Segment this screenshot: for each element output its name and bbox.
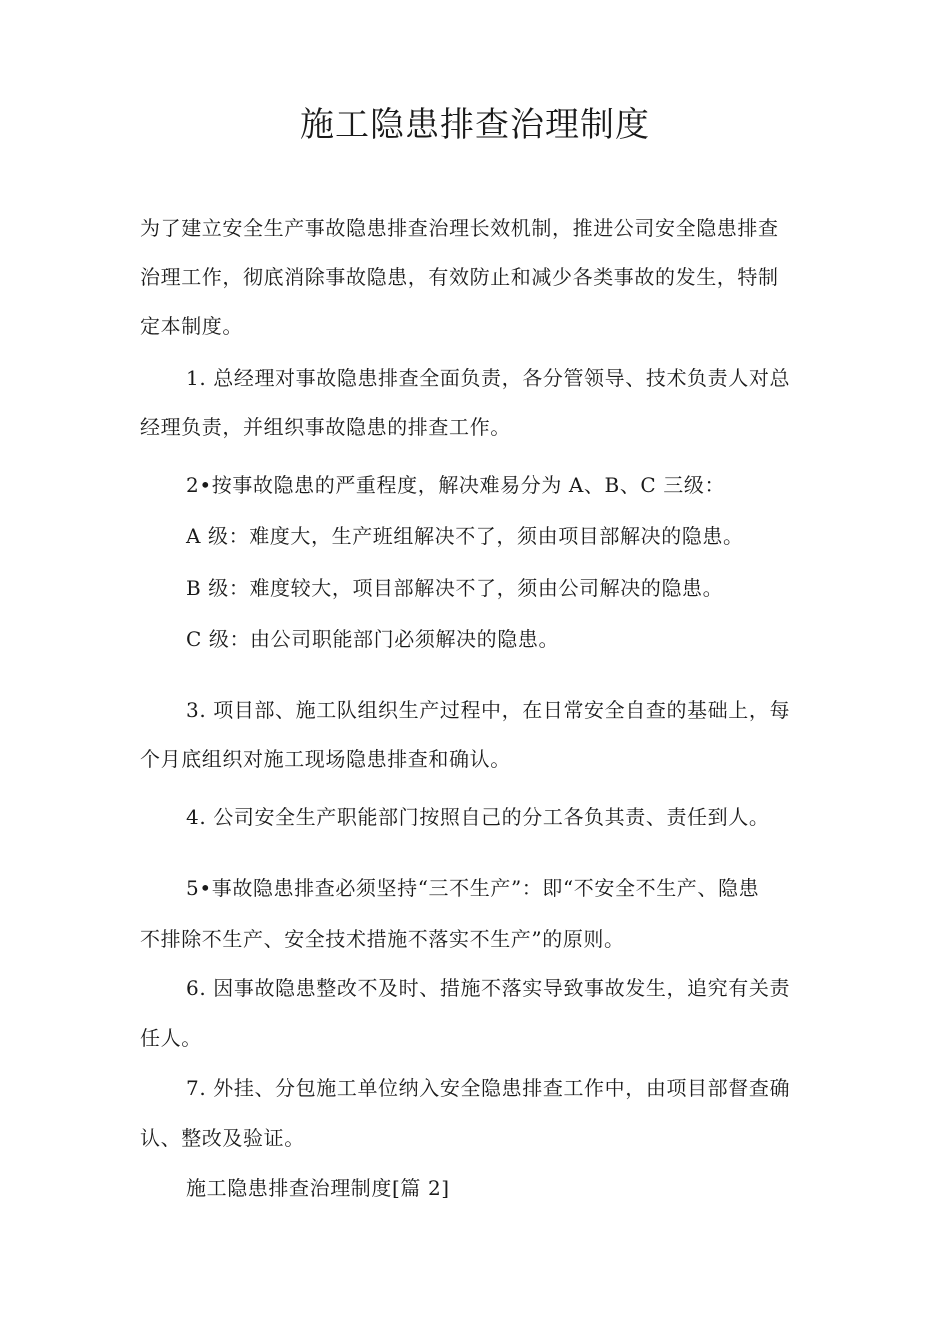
item-6-line-1: 6. 因事故隐患整改不及时、措施不落实导致事故发生，追究有关责 [186, 976, 791, 1000]
level-a-line: A 级：难度大，生产班组解决不了，须由项目部解决的隐患。 [186, 524, 744, 548]
level-b-line: B 级：难度较大，项目部解决不了，须由公司解决的隐患。 [186, 576, 724, 600]
item-1-line-1: 1. 总经理对事故隐患排查全面负责，各分管领导、技术负责人对总 [186, 366, 791, 390]
item-4-line: 4. 公司安全生产职能部门按照自己的分工各负其责、责任到人。 [186, 805, 770, 829]
section-2-heading: 施工隐患排查治理制度[篇 2] [186, 1176, 450, 1200]
item-7-line-1: 7. 外挂、分包施工单位纳入安全隐患排查工作中，由项目部督查确 [186, 1076, 791, 1100]
body-line-3: 定本制度。 [140, 314, 243, 338]
body-line-2: 治理工作，彻底消除事故隐患，有效防止和减少各类事故的发生，特制 [140, 265, 779, 289]
item-6-line-2: 任人。 [140, 1026, 202, 1050]
item-5-line-1: 5•事故隐患排查必须坚持“三不生产”：即“不安全不生产、隐患 [186, 876, 760, 900]
item-5-line-2: 不排除不生产、安全技术措施不落实不生产”的原则。 [140, 927, 625, 951]
item-7-line-2: 认、整改及验证。 [140, 1126, 305, 1150]
item-3-line-2: 个月底组织对施工现场隐患排查和确认。 [140, 747, 511, 771]
item-3-line-1: 3. 项目部、施工队组织生产过程中，在日常安全自查的基础上，每 [186, 698, 791, 722]
document-title: 施工隐患排查治理制度 [300, 105, 650, 145]
body-line-1: 为了建立安全生产事故隐患排查治理长效机制，推进公司安全隐患排查 [140, 216, 779, 240]
item-1-line-2: 经理负责，并组织事故隐患的排查工作。 [140, 415, 511, 439]
level-c-line: C 级：由公司职能部门必须解决的隐患。 [186, 627, 560, 651]
item-2-line-1: 2•按事故隐患的严重程度，解决难易分为 A、B、C 三级： [186, 473, 726, 497]
